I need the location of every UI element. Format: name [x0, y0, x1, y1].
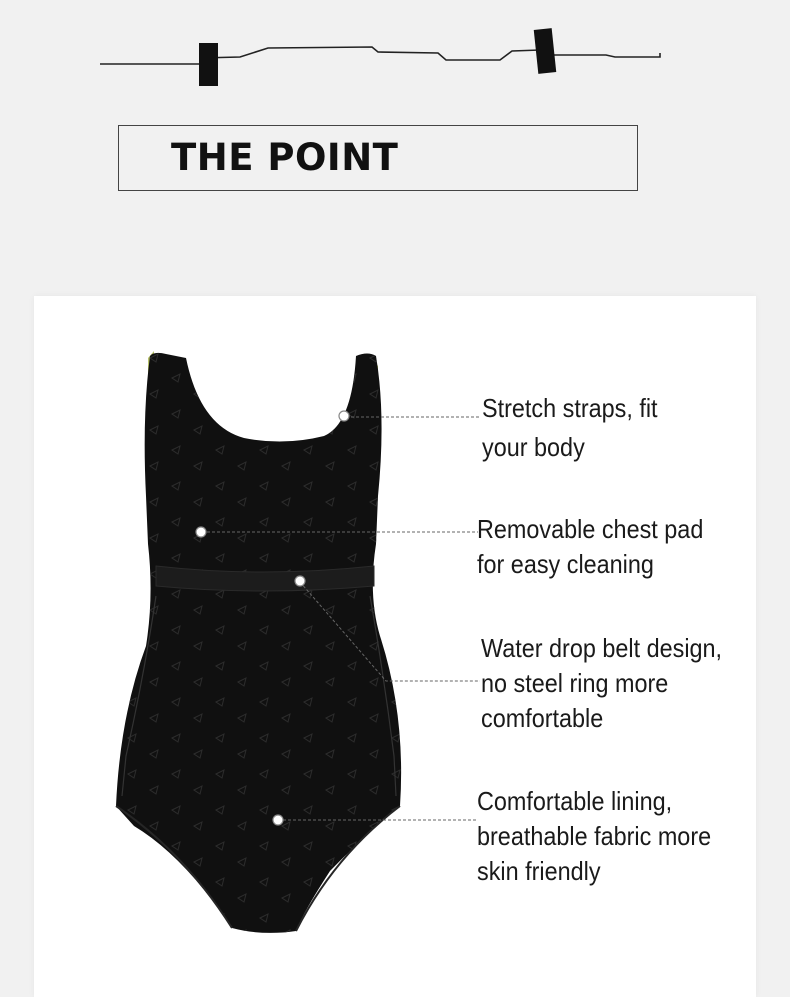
feature-label-chest-pad: Removable chest pad for easy cleaning: [477, 514, 704, 579]
feature-label-belt: Water drop belt design, no steel ring more comfortable: [481, 633, 723, 733]
feature-label-lining: Comfortable lining, breathable fabric more skin friendly: [477, 786, 712, 886]
feature-label-straps: Stretch straps, fit your body: [482, 393, 658, 462]
product-card: [34, 296, 756, 997]
title-box: [118, 125, 638, 191]
decorative-line: [0, 0, 790, 100]
page-title: THE POINT: [171, 136, 399, 179]
clip-left: [199, 43, 218, 86]
clip-right: [534, 28, 557, 74]
